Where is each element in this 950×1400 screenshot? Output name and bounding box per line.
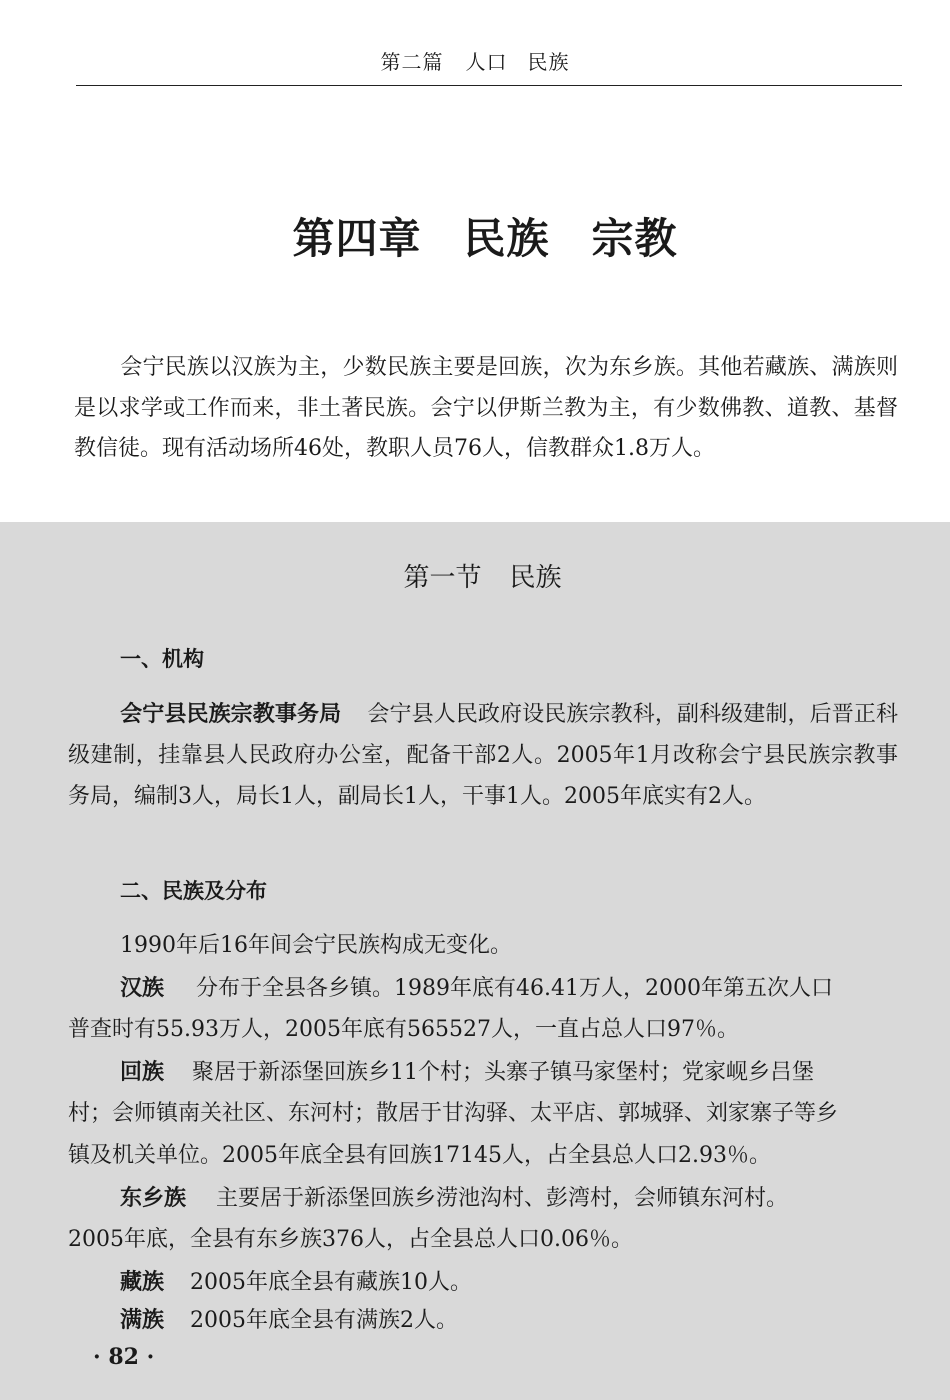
han-line-1 <box>120 968 833 1009</box>
page-number: · 82 · <box>93 1344 155 1370</box>
zang-term: 藏族 <box>120 1269 165 1295</box>
dongxiang-line-2: 2005年底，全县有东乡族376人，占全县总人口0.06％。 <box>68 1227 633 1252</box>
header-rule <box>76 85 902 86</box>
chapter-title-1: 民族 <box>463 214 550 263</box>
chapter-title <box>0 206 950 266</box>
han-term: 汉族 <box>120 975 165 1001</box>
dongxiang-term: 东乡族 <box>120 1185 187 1211</box>
chapter-title-2: 宗教 <box>591 214 678 263</box>
chapter-number: 第四章 <box>292 214 422 263</box>
header-part: 第二篇 <box>380 50 444 74</box>
section-title <box>0 557 950 594</box>
header-topic-1: 人口 <box>465 50 508 74</box>
intro-paragraph <box>74 348 898 470</box>
org-paragraph <box>68 694 898 817</box>
man-term: 满族 <box>120 1307 165 1333</box>
han-line-2: 普查时有55.93万人，2005年底有565527人，一直占总人口97％。 <box>68 1017 739 1042</box>
distribution-lead: 1990年后16年间会宁民族构成无变化。 <box>120 933 512 958</box>
running-header <box>0 46 950 75</box>
section-number: 第一节 <box>403 563 482 593</box>
hui-line-2: 村；会师镇南关社区、东河村；散居于甘沟驿、太平店、郭城驿、刘家寨子等乡 <box>68 1101 839 1126</box>
hui-line-3: 镇及机关单位。2005年底全县有回族17145人，占全县总人口2.93％。 <box>68 1143 771 1168</box>
hui-line-1 <box>120 1052 814 1093</box>
org-term: 会宁县民族宗教事务局 <box>120 701 342 727</box>
section-name: 民族 <box>509 563 562 593</box>
header-topic-2: 民族 <box>527 50 570 74</box>
zang-line <box>120 1262 472 1303</box>
intro-text: 会宁民族以汉族为主，少数民族主要是回族，次为东乡族。其他若藏族、满族则是以求学或工作而来，非土著民族。会宁以伊斯兰教为主，有少数佛教、道教、基督教信徒。现有活动场所46处，教职人员76人，信教群众1.8万人。 <box>74 355 898 461</box>
org-text: 会宁县人民政府设民族宗教科，副科级建制，后晋正科级建制，挂靠县人民政府办公室，配备干部2人。2005年1月改称会宁县民族宗教事务局，编制3人，局长1人，副局长1人，干事1人。2005年底实有2人。 <box>68 702 898 809</box>
distribution-heading: 二、民族及分布 <box>120 878 267 903</box>
hui-text-1: 聚居于新添堡回族乡11个村；头寨子镇马家堡村；党家岘乡吕堡 <box>192 1060 815 1085</box>
man-line <box>120 1300 458 1341</box>
org-heading: 一、机构 <box>120 646 204 671</box>
zang-text: 2005年底全县有藏族10人。 <box>190 1270 472 1295</box>
man-text: 2005年底全县有满族2人。 <box>190 1308 459 1333</box>
dongxiang-text-1: 主要居于新添堡回族乡涝池沟村、彭湾村，会师镇东河村。 <box>216 1186 789 1211</box>
dongxiang-line-1 <box>120 1178 788 1219</box>
hui-term: 回族 <box>120 1059 165 1085</box>
han-text-1: 分布于全县各乡镇。1989年底有46.41万人，2000年第五次人口 <box>196 976 833 1001</box>
